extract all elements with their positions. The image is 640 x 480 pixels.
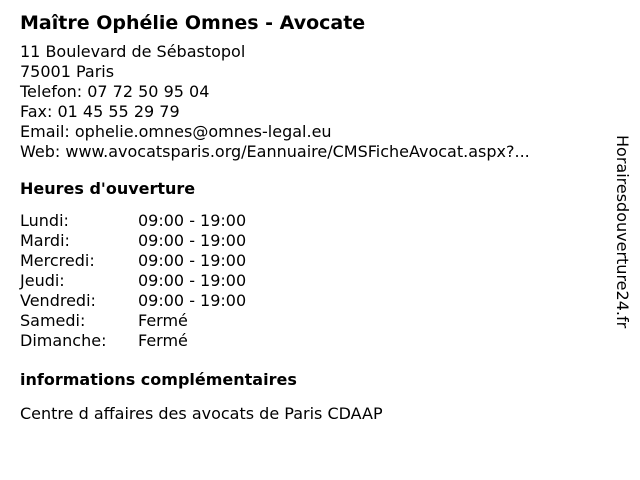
day-hours: Fermé [138, 311, 188, 330]
business-name: Maître Ophélie Omnes - Avocate [20, 12, 366, 34]
hours-heading: Heures d'ouverture [20, 179, 196, 198]
day-hours: 09:00 - 19:00 [138, 291, 247, 310]
email-line: Email: ophelie.omnes@omnes-legal.eu [20, 122, 332, 141]
hours-row [20, 271, 600, 291]
info-text: Centre d affaires des avocats de Paris CDAAP [20, 404, 383, 423]
day-label: Mercredi: [20, 251, 95, 270]
hours-row [20, 331, 600, 351]
hours-row [20, 231, 600, 251]
contact-block [20, 42, 600, 162]
hours-row [20, 311, 600, 331]
hours-row [20, 291, 600, 311]
hours-row [20, 251, 600, 271]
day-hours: 09:00 - 19:00 [138, 231, 247, 250]
day-label: Dimanche: [20, 331, 107, 350]
day-hours: Fermé [138, 331, 188, 350]
site-watermark: Horairesdouverture24.fr [613, 135, 632, 329]
day-label: Lundi: [20, 211, 69, 230]
hours-table [20, 211, 600, 351]
address-line-1: 11 Boulevard de Sébastopol [20, 42, 246, 61]
web-line: Web: www.avocatsparis.org/Eannuaire/CMSFicheAvocat.aspx?... [20, 142, 530, 161]
day-label: Samedi: [20, 311, 86, 330]
day-hours: 09:00 - 19:00 [138, 211, 247, 230]
day-label: Mardi: [20, 231, 70, 250]
address-line-2: 75001 Paris [20, 62, 115, 81]
day-hours: 09:00 - 19:00 [138, 251, 247, 270]
business-card [20, 10, 600, 424]
fax-line: Fax: 01 45 55 29 79 [20, 102, 180, 121]
info-heading: informations complémentaires [20, 370, 297, 389]
day-label: Jeudi: [20, 271, 65, 290]
phone-line: Telefon: 07 72 50 95 04 [20, 82, 210, 101]
hours-row [20, 211, 600, 231]
day-hours: 09:00 - 19:00 [138, 271, 247, 290]
day-label: Vendredi: [20, 291, 96, 310]
